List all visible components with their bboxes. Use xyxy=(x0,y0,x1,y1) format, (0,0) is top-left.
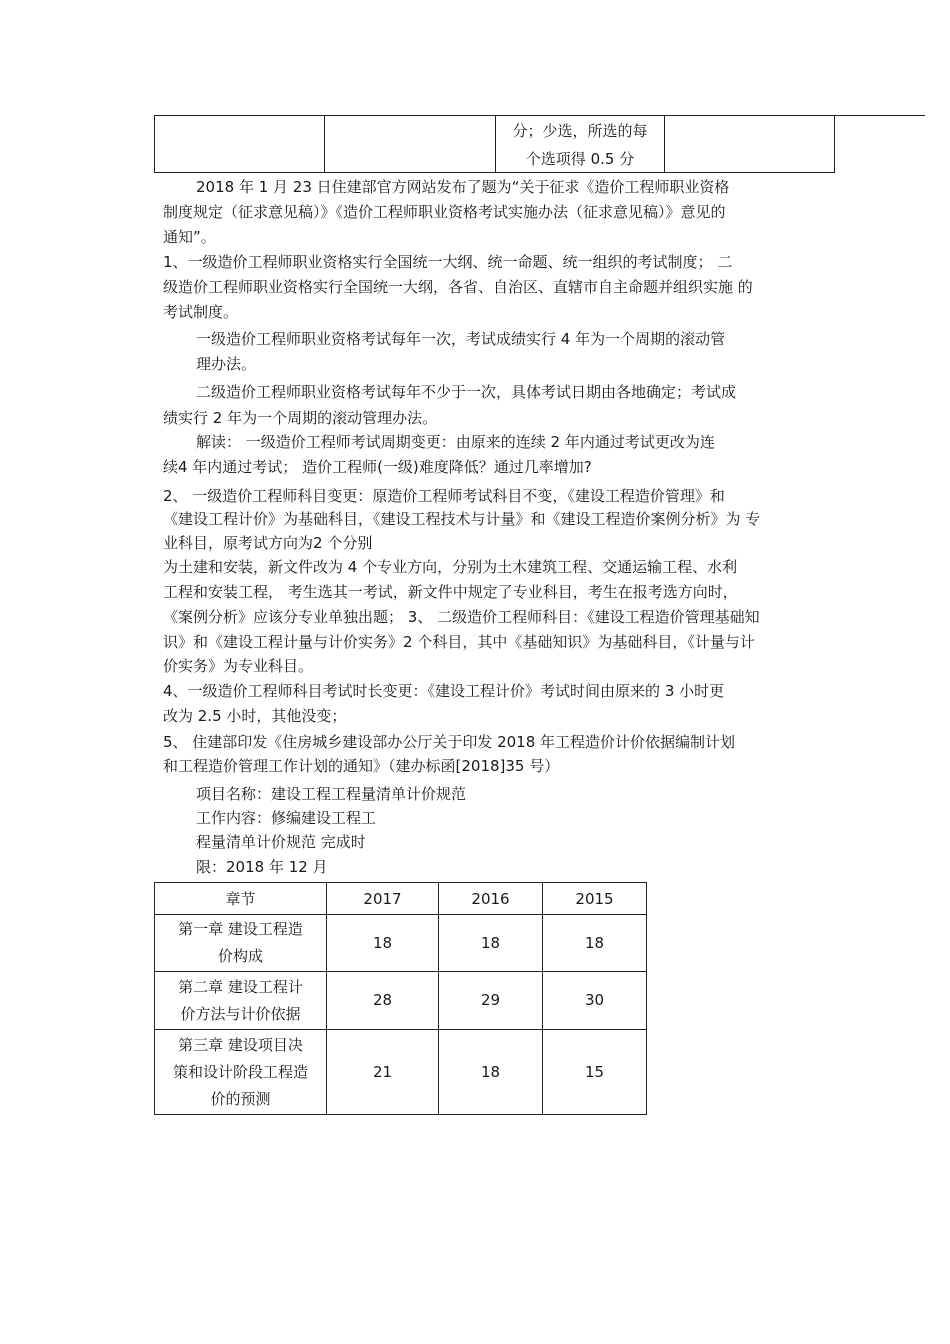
text-line: 《建设工程计价》为基础科目，《建设工程技术与计量》和《建设工程造价案例分析》为 专 xyxy=(163,510,761,528)
value-cell: 18 xyxy=(439,1030,543,1115)
value-cell: 21 xyxy=(327,1030,439,1115)
column-header: 2016 xyxy=(439,883,543,915)
value-cell: 15 xyxy=(543,1030,647,1115)
table-row xyxy=(155,1030,647,1115)
value-cell: 18 xyxy=(327,915,439,972)
value-cell: 29 xyxy=(439,972,543,1030)
chapter-line: 价方法与计价依据 xyxy=(180,1004,301,1023)
text-line: 绩实行 2 年为一个周期的滚动管理办法。 xyxy=(163,409,438,427)
text-line: 程量清单计价规范 完成时 xyxy=(196,833,366,851)
text-line: 1、一级造价工程师职业资格实行全国统一大纲、统一命题、统一组织的考试制度； 二 xyxy=(163,253,733,271)
value-cell: 28 xyxy=(327,972,439,1030)
text-line: 制度规定（征求意见稿）》《造价工程师职业资格考试实施办法（征求意见稿）》意见的 xyxy=(163,203,726,221)
text-line: 通知”。 xyxy=(163,228,216,246)
chapter-line: 第二章 建设工程计 xyxy=(178,977,303,996)
text-line: 改为 2.5 小时，其他没变； xyxy=(163,707,347,725)
column-header: 2015 xyxy=(543,883,647,915)
text-line: 业科目，原考试方向为2 个分别 xyxy=(163,534,373,552)
text-line: 2、 一级造价工程师科目变更：原造价工程师考试科目不变，《建设工程造价管理》和 xyxy=(163,487,725,505)
text-line: 识》和《建设工程计量与计价实务》2 个科目，其中《基础知识》为基础科目，《计量与计 xyxy=(163,633,755,651)
fragment-line: 个选项得 0.5 分 xyxy=(525,150,635,168)
score-table xyxy=(154,882,647,1115)
table-row xyxy=(155,116,835,173)
text-line: 二级造价工程师职业资格考试每年不少于一次，具体考试日期由各地确定；考试成 xyxy=(196,383,737,401)
chapter-line: 第三章 建设项目决 xyxy=(178,1035,303,1054)
text-line: 一级造价工程师职业资格考试每年一次，考试成绩实行 4 年为一个周期的滚动管 xyxy=(196,330,726,348)
value-cell: 18 xyxy=(543,915,647,972)
header-rule xyxy=(833,115,925,116)
text-line: 考试制度。 xyxy=(163,303,239,321)
text-line: 续4 年内通过考试； 造价工程师(一级)难度降低？通过几率增加? xyxy=(163,458,592,476)
chapter-cell xyxy=(155,915,327,972)
value-cell: 30 xyxy=(543,972,647,1030)
text-line: 工作内容：修编建设工程工 xyxy=(196,809,377,827)
text-line: 《案例分析》应该分专业单独出题； 3、 二级造价工程师科目：《建设工程造价管理基础知 xyxy=(163,608,760,626)
top-table-fragment xyxy=(154,115,835,173)
chapter-line: 价构成 xyxy=(217,947,263,965)
text-line: 和工程造价管理工作计划的通知》（建办标函[2018]35 号） xyxy=(163,757,560,775)
text-line: 为土建和安装，新文件改为 4 个专业方向，分别为土木建筑工程、交通运输工程、水利 xyxy=(163,558,738,576)
text-line: 5、 住建部印发《住房城乡建设部办公厅关于印发 2018 年工程造价计价依据编制计划 xyxy=(163,733,736,751)
chapter-cell xyxy=(155,1030,327,1115)
value-cell: 18 xyxy=(439,915,543,972)
text-line: 限：2018 年 12 月 xyxy=(196,858,328,876)
text-line: 级造价工程师职业资格实行全国统一大纲，各省、自治区、直辖市自主命题并组织实施 的 xyxy=(163,278,753,296)
text-line: 解读： 一级造价工程师考试周期变更：由原来的连续 2 年内通过考试更改为连 xyxy=(196,433,715,451)
empty-cell xyxy=(155,116,325,173)
text-line: 2018 年 1 月 23 日住建部官方网站发布了题为“关于征求《造价工程师职业资格 xyxy=(196,178,730,196)
chapter-line: 策和设计阶段工程造 xyxy=(172,1062,308,1081)
text-line: 工程和安装工程， 考生选其一考试，新文件中规定了专业科目，考生在报考选方向时， xyxy=(163,583,738,601)
text-line: 理办法。 xyxy=(196,355,257,373)
empty-cell xyxy=(325,116,496,173)
table-header-row xyxy=(155,883,647,915)
table-row xyxy=(155,972,647,1030)
empty-cell xyxy=(665,116,835,173)
text-line: 项目名称：建设工程工程量清单计价规范 xyxy=(196,785,467,803)
chapter-line: 第一章 建设工程造 xyxy=(178,920,303,938)
text-line: 价实务》为专业科目。 xyxy=(163,657,314,675)
chapter-line: 价的预测 xyxy=(210,1089,271,1108)
text-line: 4、一级造价工程师科目考试时长变更：《建设工程计价》考试时间由原来的 3 小时更 xyxy=(163,682,725,700)
column-header: 2017 xyxy=(327,883,439,915)
table-row xyxy=(155,915,647,972)
fragment-cell xyxy=(496,116,665,173)
chapter-cell xyxy=(155,972,327,1030)
column-header: 章节 xyxy=(155,883,327,915)
fragment-line: 分；少选，所选的每 xyxy=(512,122,648,140)
